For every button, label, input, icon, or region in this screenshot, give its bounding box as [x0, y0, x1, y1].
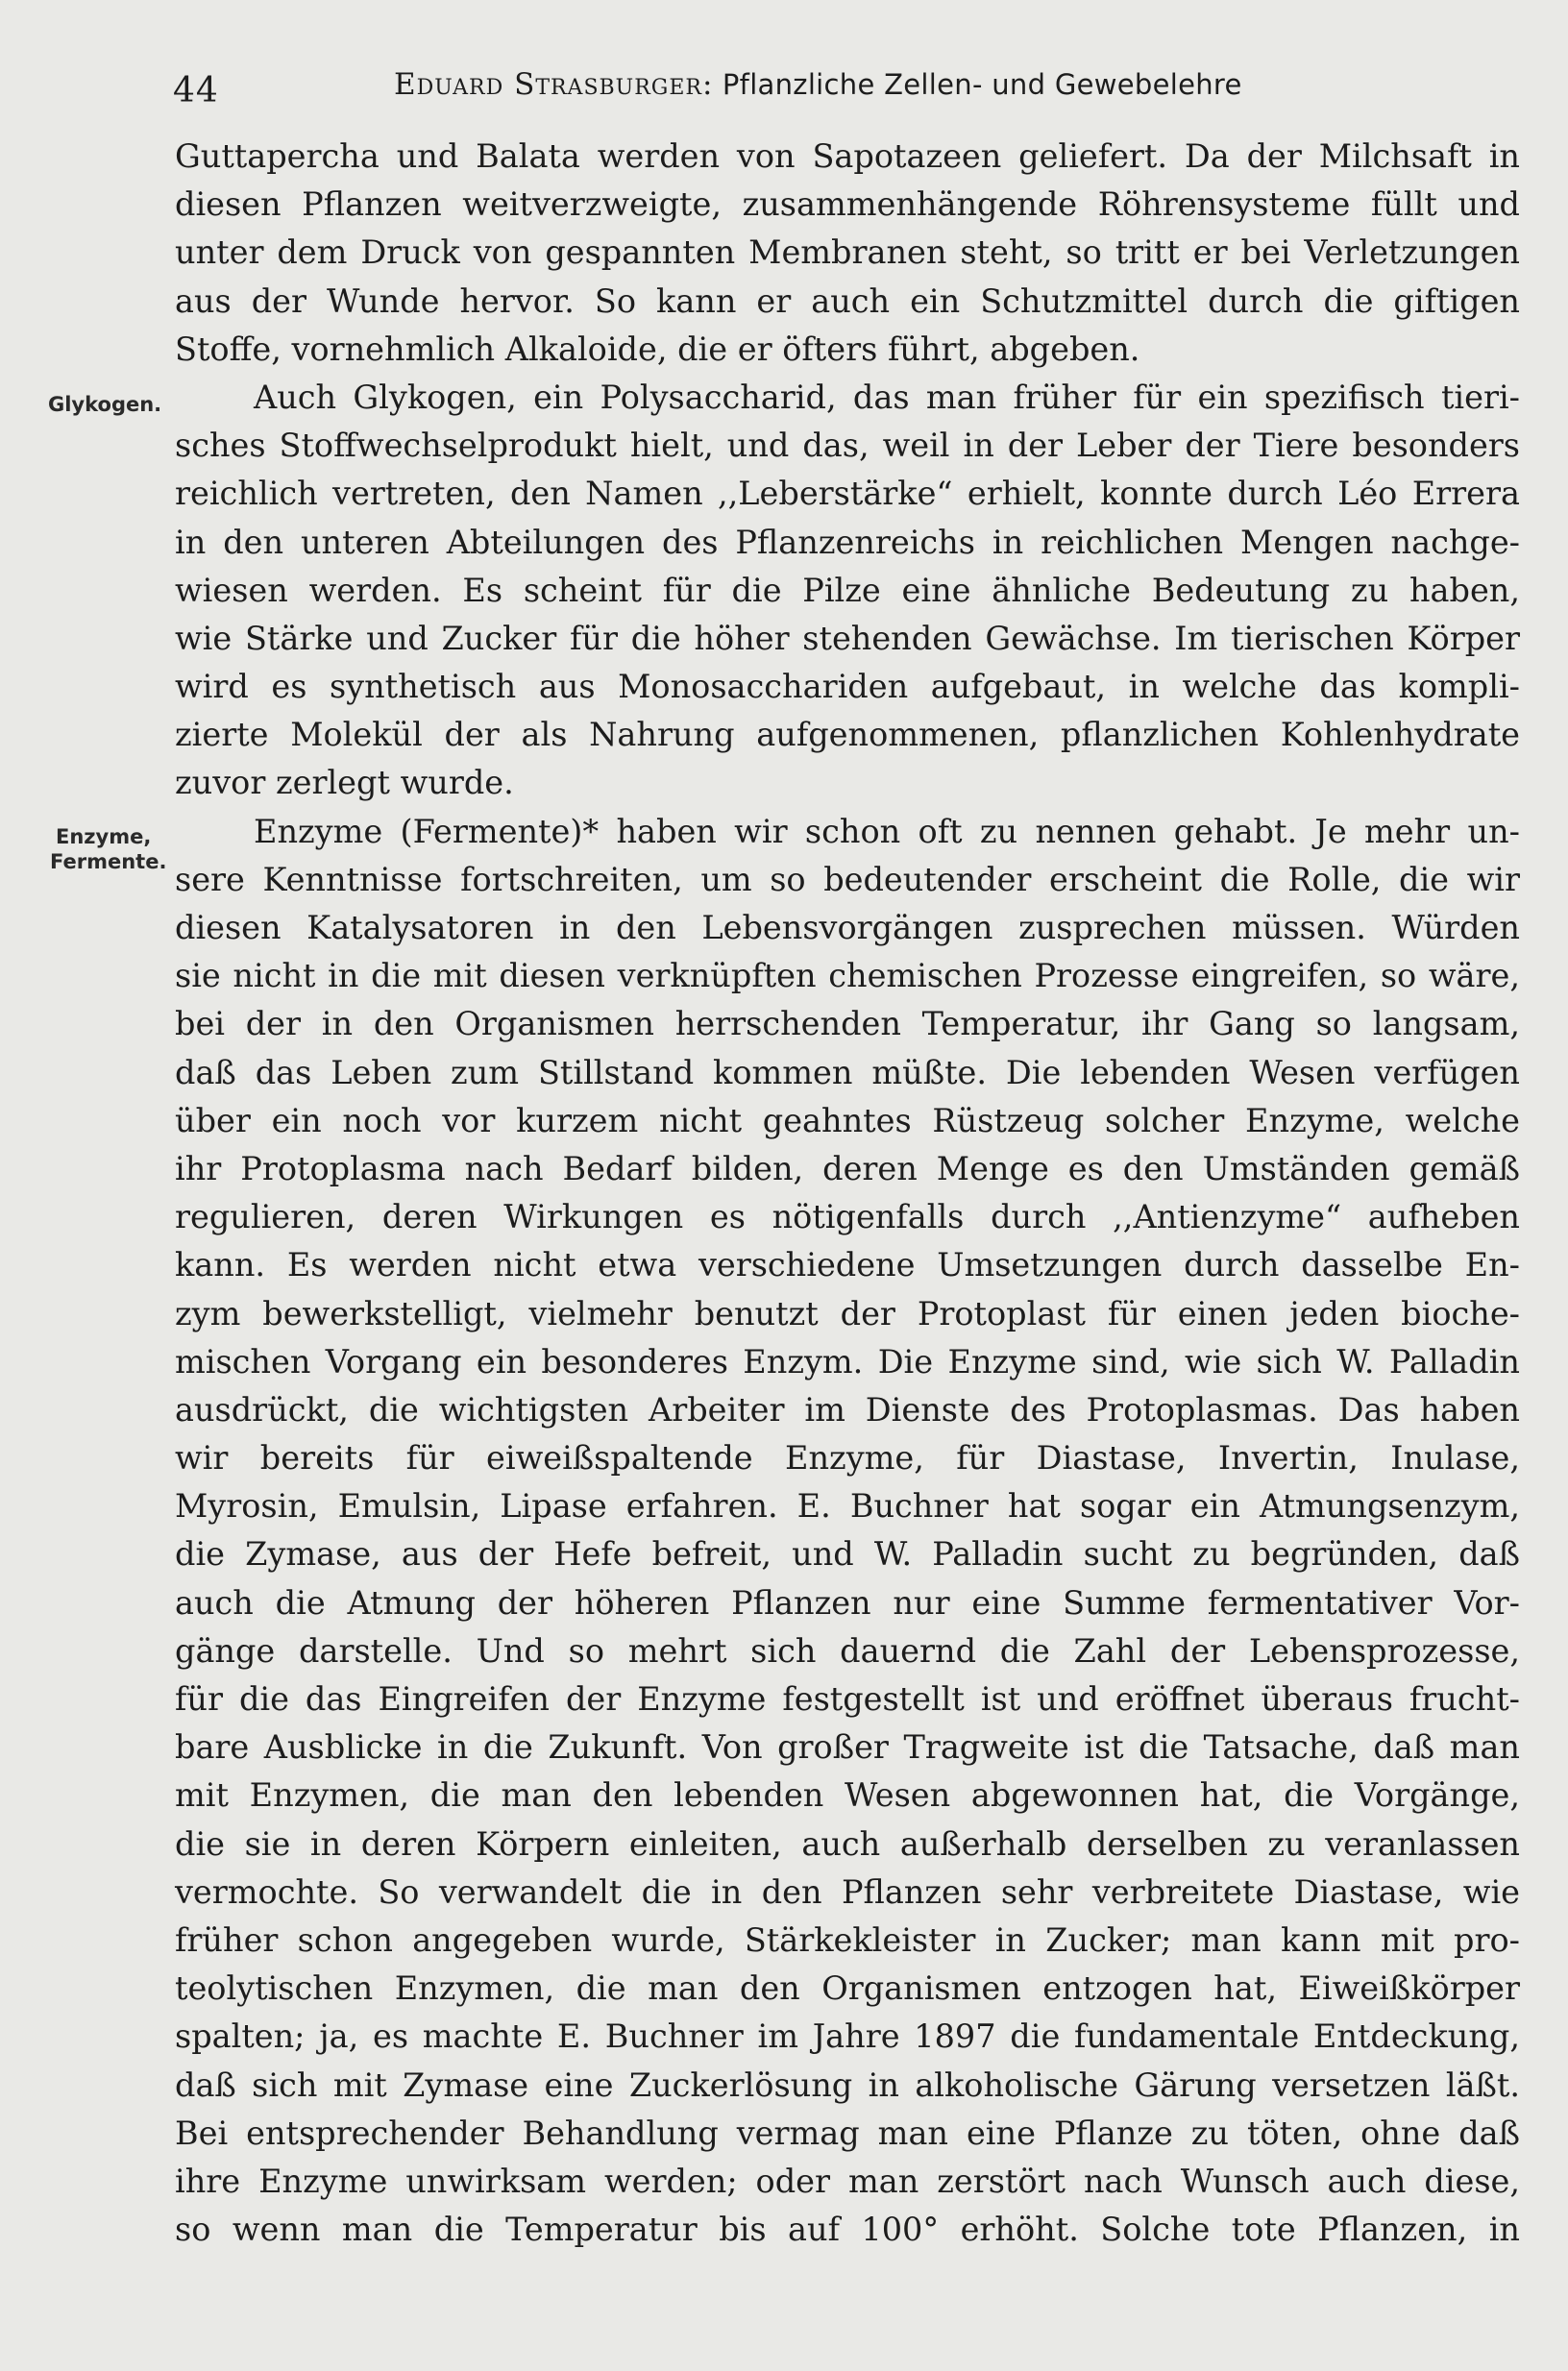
- running-head-title: Pflanzliche Zellen- und Gewebelehre: [722, 68, 1242, 101]
- text-line: reichlich vertreten, den Namen ,,Leberstärke“ erhielt, konnte durch Léo Errera: [175, 475, 1520, 513]
- text-line: auch die Atmung der höheren Pflanzen nur eine Summe fermentativer Vor-: [175, 1583, 1520, 1622]
- text-line: daß sich mit Zymase eine Zuckerlösung in alkoholische Gärung versetzen läßt.: [175, 2065, 1520, 2104]
- text-line: diesen Katalysatoren in den Lebensvorgängen zusprechen müssen. Würden: [175, 909, 1520, 946]
- text-line: bei der in den Organismen herrschenden Temperatur, ihr Gang so langsam,: [175, 1005, 1520, 1043]
- text-line: unter dem Druck von gespannten Membranen steht, so tritt er bei Verletzungen: [175, 233, 1520, 272]
- text-line: ihr Protoplasma nach Bedarf bilden, deren Menge es den Umständen gemäß: [175, 1149, 1520, 1187]
- text-line: früher schon angegeben wurde, Stärkekleister in Zucker; man kann mit pro-: [175, 1920, 1520, 1959]
- text-line: wie Stärke und Zucker für die höher stehenden Gewächse. Im tierischen Körper: [175, 619, 1520, 657]
- text-line: sere Kenntnisse fortschreiten, um so bedeutender erscheint die Rolle, die wir: [175, 860, 1520, 898]
- page-number: 44: [173, 71, 219, 110]
- text-line: gänge darstelle. Und so mehrt sich dauernd die Zahl der Lebensprozesse,: [175, 1631, 1520, 1670]
- text-line: zuvor zerlegt wurde.: [175, 764, 514, 802]
- text-line: zym bewerkstelligt, vielmehr benutzt der Protoplast für einen jeden bioche-: [175, 1294, 1520, 1332]
- body-text: [175, 133, 1520, 2254]
- text-line: mischen Vorgang ein besonderes Enzym. Die Enzyme sind, wie sich W. Palladin: [175, 1342, 1520, 1381]
- text-line: für die das Eingreifen der Enzyme festgestellt ist und eröffnet überaus frucht-: [175, 1680, 1520, 1718]
- text-line: spalten; ja, es machte E. Buchner im Jahre 1897 die fundamentale Entdeckung,: [175, 2017, 1520, 2056]
- running-head-author: Eduard Strasburger: [394, 67, 702, 102]
- text-line: Bei entsprechender Behandlung vermag man eine Pflanze zu töten, ohne daß: [175, 2114, 1520, 2152]
- text-line: sie nicht in die mit diesen verknüpften chemischen Prozesse eingreifen, so wäre,: [175, 957, 1520, 995]
- text-line: wird es synthetisch aus Monosacchariden aufgebaut, in welche das kompli-: [175, 668, 1520, 706]
- margin-note-fermente: Fermente.: [50, 850, 167, 873]
- running-head: [394, 67, 1242, 102]
- text-line: über ein noch vor kurzem nicht geahntes Rüstzeug solcher Enzyme, welche: [175, 1101, 1520, 1139]
- text-line: Guttapercha und Balata werden von Sapotazeen geliefert. Da der Milchsaft in: [175, 137, 1520, 175]
- text-line: bare Ausblicke in die Zukunft. Von großer Tragweite ist die Tatsache, daß man: [175, 1728, 1520, 1767]
- page-header: [173, 60, 1518, 117]
- text-line: diesen Pflanzen weitverzweigte, zusammenhängende Röhrensysteme füllt und: [175, 185, 1520, 224]
- text-line: die Zymase, aus der Hefe befreit, und W. Palladin sucht zu begründen, daß: [175, 1535, 1520, 1574]
- text-line: Stoffe, vornehmlich Alkaloide, die er öfters führt, abgeben.: [175, 330, 1140, 368]
- text-line: mit Enzymen, die man den lebenden Wesen abgewonnen hat, die Vorgänge,: [175, 1776, 1520, 1815]
- text-line: Auch Glykogen, ein Polysaccharid, das man früher für ein spezifisch tieri-: [254, 378, 1520, 416]
- margin-note-enzyme: Enzyme,: [56, 825, 152, 848]
- text-line: Myrosin, Emulsin, Lipase erfahren. E. Buchner hat sogar ein Atmungsenzym,: [175, 1487, 1520, 1526]
- text-line: in den unteren Abteilungen des Pflanzenreichs in reichlichen Mengen nachge-: [175, 523, 1520, 561]
- text-line: wiesen werden. Es scheint für die Pilze eine ähnliche Bedeutung zu haben,: [175, 571, 1520, 609]
- text-line: vermochte. So verwandelt die in den Pflanzen sehr verbreitete Diastase, wie: [175, 1872, 1520, 1911]
- text-line: teolytischen Enzymen, die man den Organismen entzogen hat, Eiweißkörper: [175, 1969, 1520, 2008]
- text-line: regulieren, deren Wirkungen es nötigenfalls durch ,,Antienzyme“ aufheben: [175, 1198, 1520, 1236]
- text-line: ausdrückt, die wichtigsten Arbeiter im Dienste des Protoplasmas. Das haben: [175, 1390, 1520, 1429]
- text-line: ihre Enzyme unwirksam werden; oder man zerstört nach Wunsch auch diese,: [175, 2162, 1520, 2200]
- running-head-separator: :: [701, 67, 713, 102]
- text-line: kann. Es werden nicht etwa verschiedene Umsetzungen durch dasselbe En-: [175, 1246, 1520, 1284]
- text-line: sches Stoffwechselprodukt hielt, und das, weil in der Leber der Tiere besonders: [175, 427, 1520, 465]
- margin-note-glykogen: Glykogen.: [48, 393, 162, 416]
- text-line: so wenn man die Temperatur bis auf 100° erhöht. Solche tote Pflanzen, in: [175, 2211, 1520, 2249]
- text-line: die sie in deren Körpern einleiten, auch außerhalb derselben zu veranlassen: [175, 1824, 1520, 1863]
- text-line: daß das Leben zum Stillstand kommen müßte. Die lebenden Wesen verfügen: [175, 1053, 1520, 1091]
- text-line: Enzyme (Fermente)* haben wir schon oft zu nennen gehabt. Je mehr un-: [254, 812, 1520, 850]
- text-line: aus der Wunde hervor. So kann er auch ein Schutzmittel durch die giftigen: [175, 281, 1520, 320]
- text-line: wir bereits für eiweißspaltende Enzyme, für Diastase, Invertin, Inulase,: [175, 1439, 1520, 1478]
- text-line: zierte Molekül der als Nahrung aufgenommenen, pflanzlichen Kohlenhydrate: [175, 716, 1520, 754]
